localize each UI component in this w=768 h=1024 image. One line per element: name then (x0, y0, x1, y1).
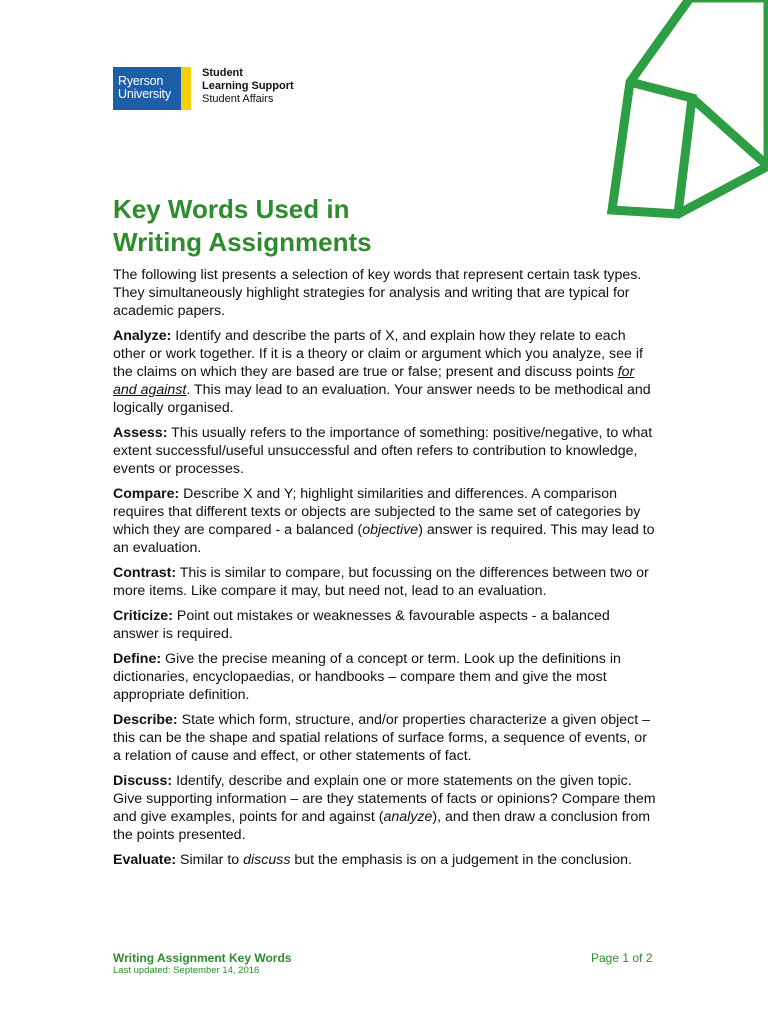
entry-criticize (113, 607, 658, 643)
entry-define (113, 650, 658, 704)
emphasis-text: analyze (383, 809, 433, 825)
logo-line-1: Ryerson (118, 74, 164, 88)
document-body (113, 266, 658, 876)
term-label: Define: (113, 651, 162, 667)
entry-text: Identify, describe and explain one or more statements on the given topic. Give supporting information – are they statements of facts or opinions? Compare them and give examples, points for and against ( (113, 773, 656, 825)
entry-text: but the emphasis is on a judgement in the conclusion. (290, 852, 632, 868)
term-label: Discuss: (113, 773, 173, 789)
term-label: Compare: (113, 486, 180, 502)
logo-line-2: University (118, 87, 171, 101)
page-title (113, 193, 372, 259)
university-logo (113, 67, 191, 110)
term-label: Evaluate: (113, 852, 177, 868)
term-label: Contrast: (113, 565, 177, 581)
logo-wordmark (113, 67, 181, 110)
entry-text: Describe X and Y; highlight similarities and differences. A comparison requires that different texts or objects are subjected to the same set of categories by which they are compared - a balanced ( (113, 486, 641, 538)
entry-analyze (113, 327, 658, 417)
term-label: Assess: (113, 425, 168, 441)
department-line-2: Learning Support (202, 80, 294, 92)
entry-text: ), and then draw a conclusion from the points presented. (113, 809, 651, 843)
term-label: Analyze: (113, 328, 172, 344)
footer-title: Writing Assignment Key Words (113, 951, 292, 965)
entry-text: Point out mistakes or weaknesses & favourable aspects - a balanced answer is required. (113, 608, 610, 642)
entry-describe (113, 711, 658, 765)
logo-accent-bar (181, 67, 191, 110)
title-line-2: Writing Assignments (113, 227, 372, 257)
entry-text: This usually refers to the importance of something: positive/negative, to what extent successful/useful unsuccessful and often refers to contribution to knowledge, events or processes. (113, 425, 653, 477)
entry-text: Give the precise meaning of a concept or term. Look up the definitions in dictionaries, encyclopaedias, or handbooks – compare them and give the most appropriate definition. (113, 651, 621, 703)
term-label: Criticize: (113, 608, 173, 624)
decorative-shape (600, 0, 768, 230)
department-line-1: Student (202, 67, 243, 79)
entry-text: Identify and describe the parts of X, and explain how they relate to each other or work together. If it is a theory or claim or argument which you analyze, see if the claims on which they are based are true or false; present and discuss points (113, 328, 643, 380)
title-line-1: Key Words Used in (113, 194, 350, 224)
department-line-3: Student Affairs (202, 93, 274, 105)
emphasis-text: for and against (113, 364, 635, 398)
page-number: Page 1 of 2 (591, 951, 653, 965)
entry-assess (113, 424, 658, 478)
term-label: Describe: (113, 712, 178, 728)
entry-text: ) answer is required. This may lead to an evaluation. (113, 522, 655, 556)
emphasis-text: discuss (243, 852, 291, 868)
department-name (202, 67, 294, 106)
entry-text: This is similar to compare, but focussing on the differences between two or more items. Like compare it may, but need not, lead to an evaluation. (113, 565, 649, 599)
entry-contrast (113, 564, 658, 600)
entry-text: . This may lead to an evaluation. Your answer needs to be methodical and logically organised. (113, 382, 651, 416)
footer-last-updated: Last updated: September 14, 2016 (113, 965, 260, 976)
intro-paragraph: The following list presents a selection of key words that represent certain task types. They simultaneously highlight strategies for analysis and writing that are typical for academic papers. (113, 267, 642, 319)
entry-text: State which form, structure, and/or properties characterize a given object – this can be the shape and spatial relations of surface forms, a sequence of events, or a relation of cause and effect, or other statements of fact. (113, 712, 651, 764)
emphasis-text: objective (362, 522, 419, 538)
footer (113, 951, 291, 977)
entry-discuss (113, 772, 658, 844)
entry-text: Similar to (176, 852, 244, 868)
entry-compare (113, 485, 658, 557)
entry-evaluate (113, 851, 658, 869)
